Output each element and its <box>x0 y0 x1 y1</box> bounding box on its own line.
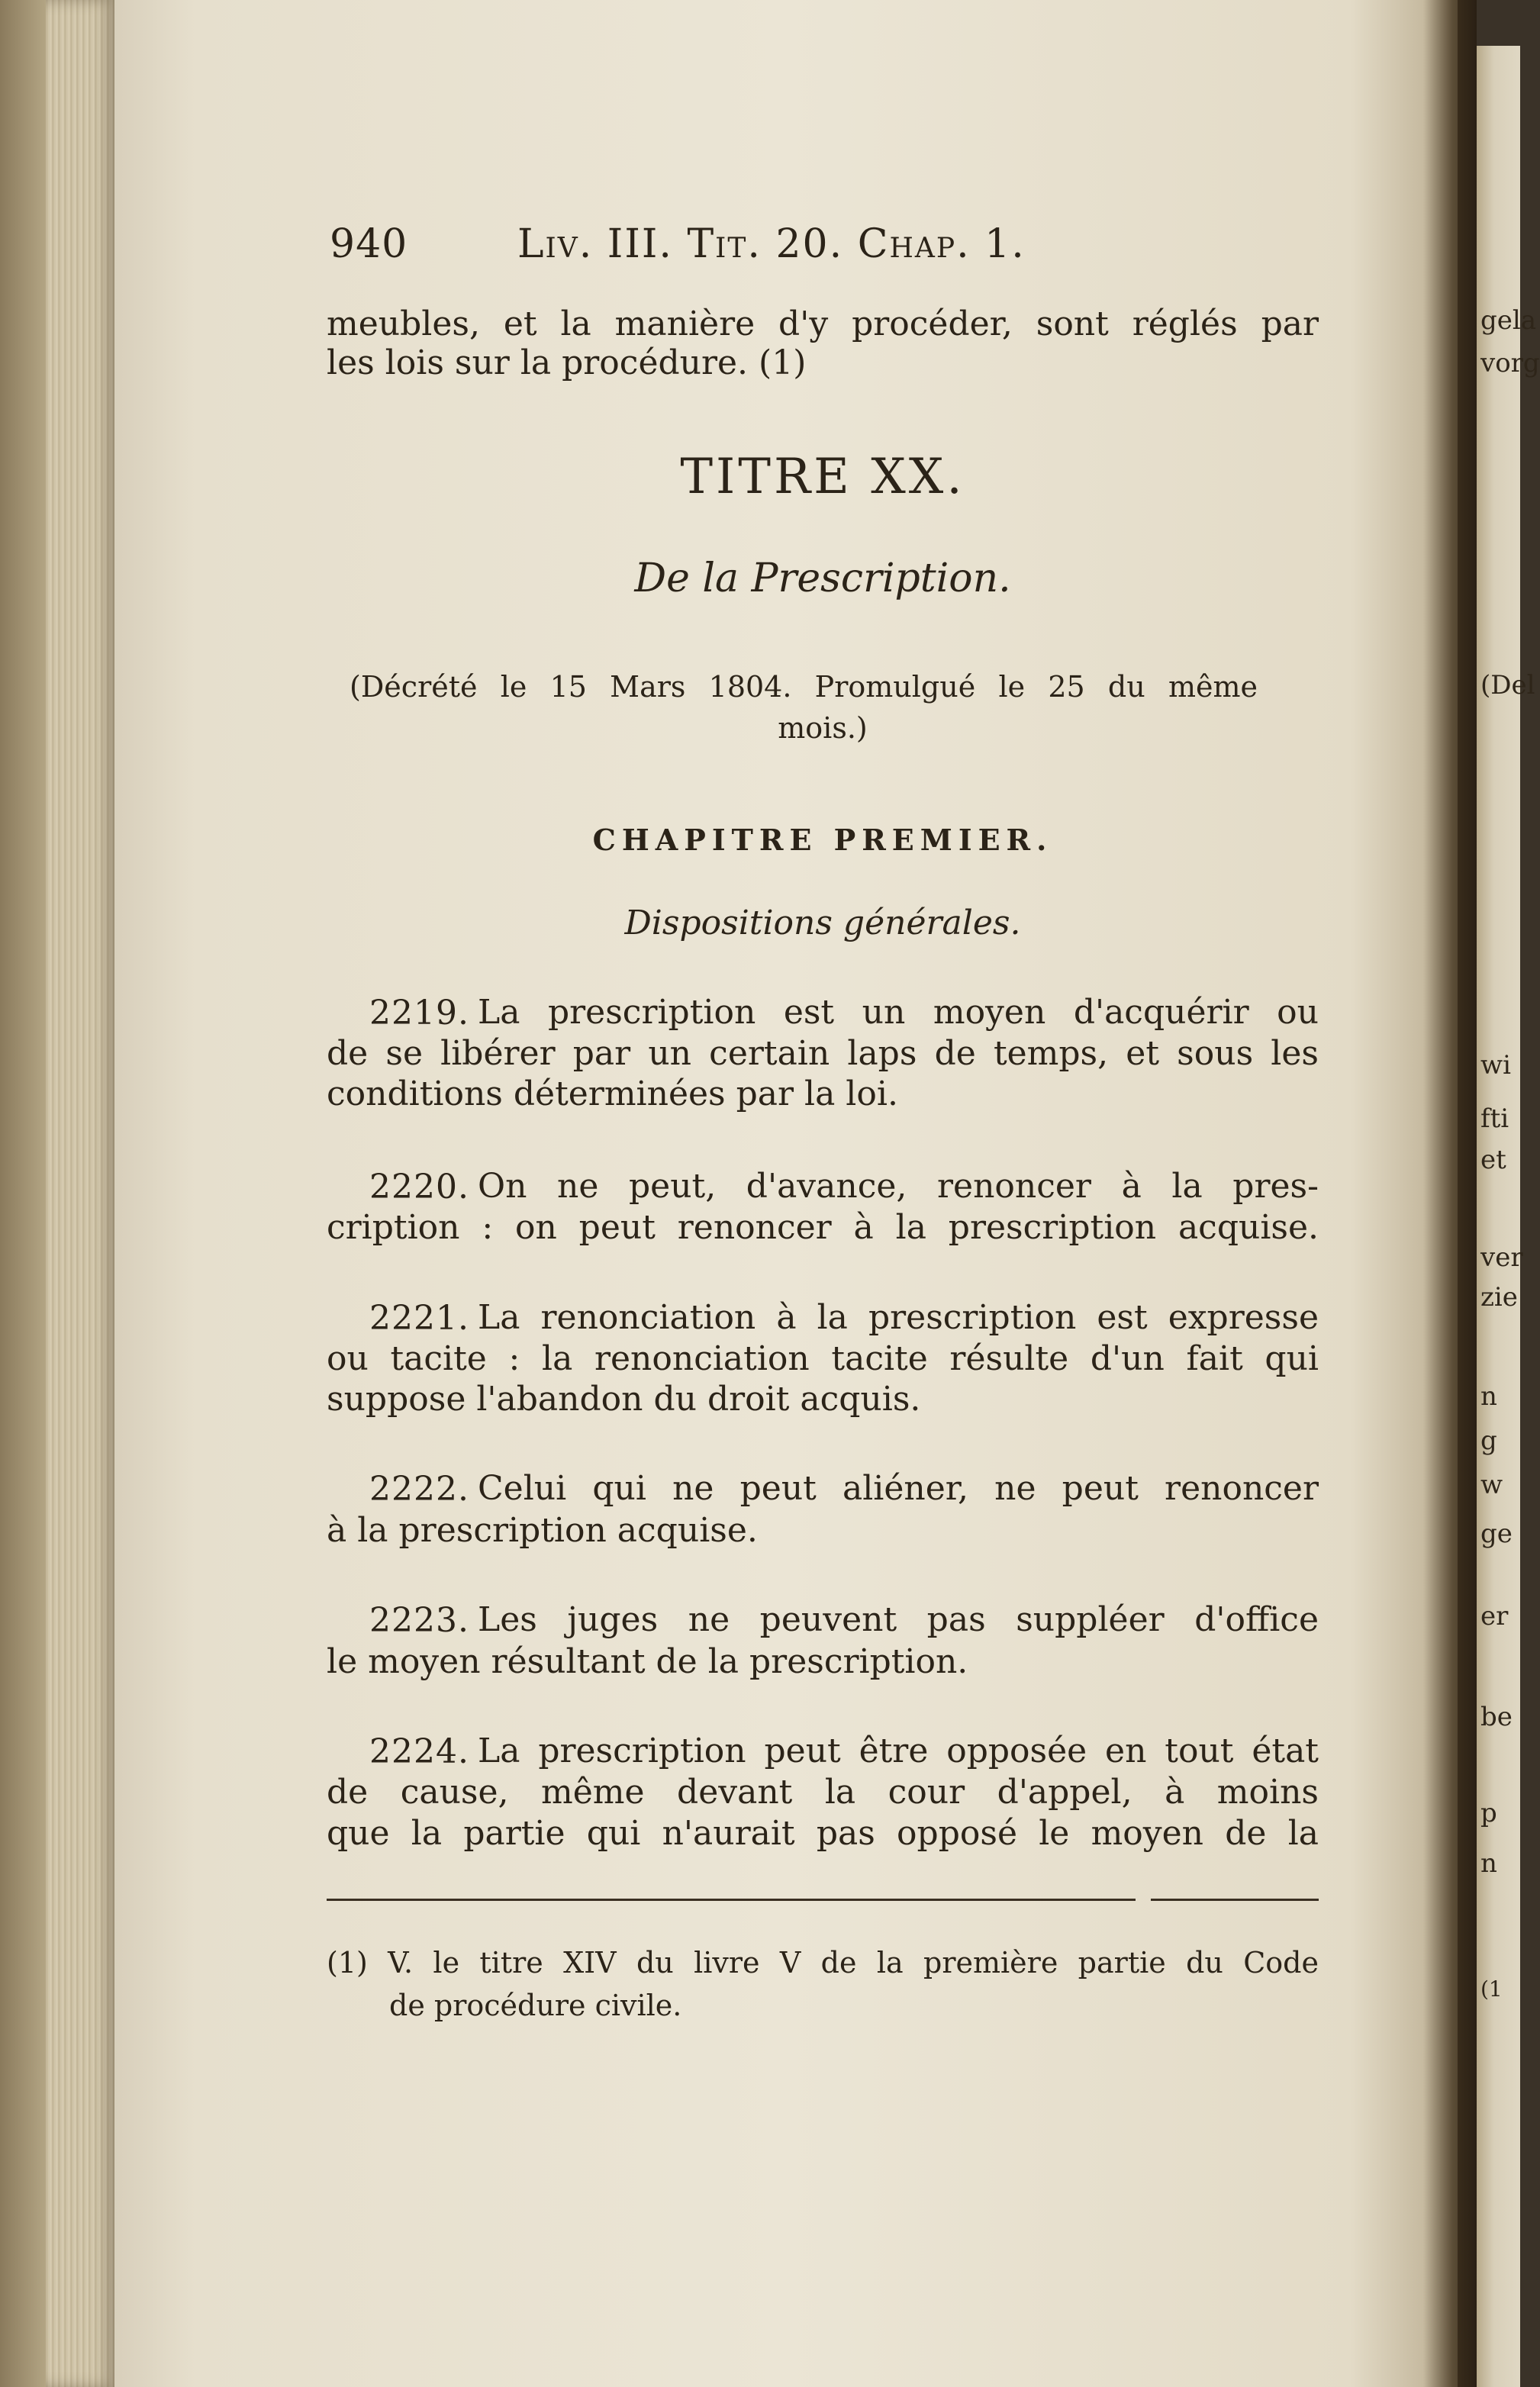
article-line: La renonciation à la prescription est expresse <box>478 1298 1319 1337</box>
article-line: cription : on peut renoncer à la prescription acquise. <box>327 1208 1319 1247</box>
chapter-heading: CHAPITRE PREMIER. <box>592 823 1053 857</box>
article-number: 2219. <box>369 994 469 1032</box>
facing-page-fragment: (Del <box>1480 670 1535 701</box>
footnote-rule <box>327 1899 1136 1901</box>
running-title: Liv. III. Tit. 20. Chap. 1. <box>517 221 1026 267</box>
facing-page-fragment: (1 <box>1480 1976 1503 2002</box>
page-number: 940 <box>330 221 408 267</box>
decree-line-1: (Décrété le 15 Mars 1804. Promulgué le 25 du même <box>350 670 1258 704</box>
article-line: La prescription est un moyen d'acquérir ou <box>478 993 1319 1032</box>
facing-page-fragment: p <box>1480 1798 1497 1828</box>
article-line: de cause, même devant la cour d'appel, à moins <box>327 1773 1319 1812</box>
footnote-rule-short <box>1151 1899 1319 1901</box>
title-subheading: De la Prescription. <box>634 556 1011 601</box>
article-number: 2220. <box>369 1168 469 1206</box>
facing-page-fragment: be <box>1480 1702 1513 1732</box>
book-edge <box>0 0 46 2387</box>
carryover-line-2: les lois sur la procédure. (1) <box>327 343 807 382</box>
facing-page-fragment: n <box>1480 1381 1497 1412</box>
facing-page-fragment: n <box>1480 1848 1497 1879</box>
facing-page-fragment: et <box>1480 1145 1506 1175</box>
facing-page-fragment: vorg <box>1480 348 1540 379</box>
facing-page-fragment: g <box>1480 1425 1497 1456</box>
article-line: suppose l'abandon du droit acquis. <box>327 1380 921 1419</box>
article-number: 2221. <box>369 1299 469 1338</box>
facing-page-fragment: ge <box>1480 1519 1513 1549</box>
footnote-line-2: de procédure civile. <box>389 1989 682 2022</box>
article-number: 2224. <box>369 1732 469 1771</box>
book-page-stack <box>0 0 114 2387</box>
article-line: ou tacite : la renonciation tacite résulte d'un fait qui <box>327 1339 1319 1378</box>
article-line: que la partie qui n'aurait pas opposé le moyen de la <box>327 1814 1319 1853</box>
decree-line-2: mois.) <box>778 711 868 745</box>
footnote-line-1: (1) V. le titre XIV du livre V de la première partie du Code <box>327 1946 1319 1980</box>
facing-page-fragment: er <box>1480 1601 1509 1632</box>
article-line: Celui qui ne peut aliéner, ne peut renoncer <box>478 1469 1319 1508</box>
article-line: Les juges ne peuvent pas suppléer d'office <box>478 1600 1319 1639</box>
facing-page-fragment: w <box>1480 1470 1503 1500</box>
article-line: le moyen résultant de la prescription. <box>327 1642 968 1681</box>
title-heading: TITRE XX. <box>680 449 965 505</box>
article-number: 2223. <box>369 1601 469 1640</box>
facing-page-fragment: gela <box>1480 305 1537 336</box>
facing-page-fragment: zie <box>1480 1282 1518 1313</box>
facing-page-fragment: ver <box>1480 1242 1523 1273</box>
article-line: La prescription peut être opposée en tout état <box>478 1731 1319 1770</box>
article-line: de se libérer par un certain laps de temps, et sous les <box>327 1034 1319 1073</box>
facing-page-fragment: wi <box>1480 1050 1511 1081</box>
article-number: 2222. <box>369 1470 469 1509</box>
article-line: On ne peut, d'avance, renoncer à la pres- <box>478 1167 1319 1206</box>
article-line: conditions déterminées par la loi. <box>327 1074 898 1113</box>
carryover-line-1: meubles, et la manière d'y procéder, sont réglés par <box>327 304 1319 343</box>
article-line: à la prescription acquise. <box>327 1511 758 1550</box>
chapter-subheading: Dispositions générales. <box>624 904 1021 942</box>
book-gutter-shadow <box>1423 0 1477 2387</box>
facing-page <box>1477 46 1540 2387</box>
facing-page-fragment: fti <box>1480 1103 1509 1134</box>
